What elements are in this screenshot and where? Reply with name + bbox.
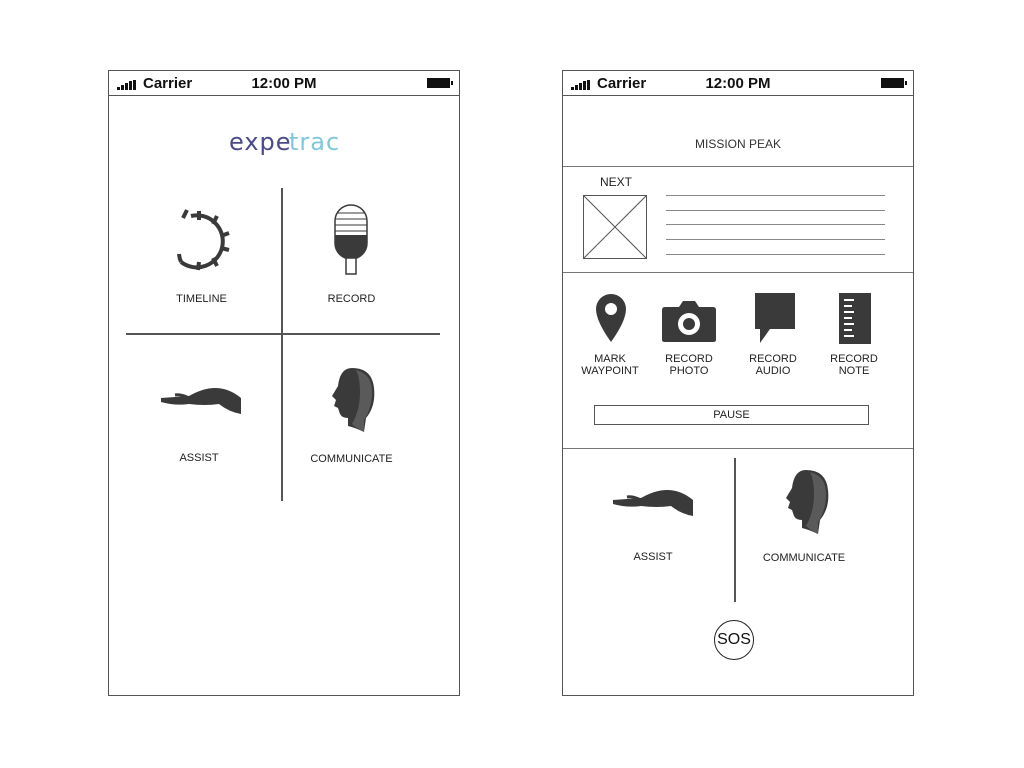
sos-button[interactable]: SOS bbox=[714, 620, 754, 660]
grid-divider-horizontal bbox=[126, 333, 440, 335]
assist-tile[interactable] bbox=[139, 351, 264, 471]
svg-text:expe: expe bbox=[229, 128, 292, 156]
carrier-name: Carrier bbox=[143, 75, 193, 92]
communicate-tile[interactable] bbox=[754, 466, 854, 566]
communicate-label: COMMUNICATE bbox=[310, 453, 393, 465]
assist-tile[interactable] bbox=[603, 476, 703, 566]
camera-icon bbox=[661, 299, 717, 343]
carrier-name: Carrier bbox=[597, 75, 647, 92]
map-pin-icon bbox=[595, 293, 627, 343]
record-tile[interactable] bbox=[289, 196, 414, 316]
timeline-dial-icon bbox=[169, 208, 235, 274]
battery-icon bbox=[427, 78, 453, 88]
record-audio-label: RECORD AUDIO bbox=[749, 353, 797, 377]
mission-screen bbox=[562, 70, 914, 696]
svg-text:trac: trac bbox=[289, 128, 341, 156]
next-label: NEXT bbox=[600, 175, 633, 189]
communicate-tile[interactable] bbox=[289, 351, 414, 471]
mark-waypoint-button[interactable] bbox=[580, 293, 640, 379]
status-time: 12:00 PM bbox=[705, 75, 771, 92]
section-divider bbox=[563, 272, 913, 273]
next-description-lines bbox=[666, 195, 885, 255]
mark-waypoint-label: MARK WAYPOINT bbox=[581, 353, 639, 377]
assist-label: ASSIST bbox=[633, 551, 673, 563]
record-photo-label: RECORD PHOTO bbox=[665, 353, 713, 377]
communicate-label: COMMUNICATE bbox=[762, 552, 846, 564]
app-logo bbox=[229, 126, 345, 160]
bottom-divider-vertical bbox=[734, 458, 736, 602]
section-divider bbox=[563, 166, 913, 167]
home-screen bbox=[108, 70, 460, 696]
section-divider bbox=[563, 448, 913, 449]
open-hand-icon bbox=[611, 486, 695, 518]
timeline-tile[interactable] bbox=[139, 196, 264, 316]
head-profile-icon bbox=[780, 468, 832, 536]
status-time: 12:00 PM bbox=[251, 75, 317, 92]
battery-icon bbox=[881, 78, 907, 88]
speech-bubble-icon bbox=[754, 293, 796, 345]
notepad-icon bbox=[838, 293, 872, 345]
assist-label: ASSIST bbox=[179, 452, 219, 464]
record-note-label: RECORD NOTE bbox=[830, 353, 878, 377]
grid-divider-vertical bbox=[281, 188, 283, 501]
mission-title: MISSION PEAK bbox=[694, 137, 782, 151]
status-bar bbox=[109, 71, 459, 96]
record-label: RECORD bbox=[327, 293, 376, 305]
microphone-icon bbox=[333, 203, 369, 275]
status-bar bbox=[563, 71, 913, 96]
head-profile-icon bbox=[326, 366, 378, 434]
timeline-label: TIMELINE bbox=[176, 293, 227, 305]
pause-button[interactable]: PAUSE bbox=[594, 405, 869, 425]
record-audio-button[interactable] bbox=[743, 293, 803, 379]
open-hand-icon bbox=[159, 384, 243, 416]
record-note-button[interactable] bbox=[824, 293, 884, 379]
record-photo-button[interactable] bbox=[659, 293, 719, 379]
image-placeholder-icon[interactable] bbox=[583, 195, 647, 259]
